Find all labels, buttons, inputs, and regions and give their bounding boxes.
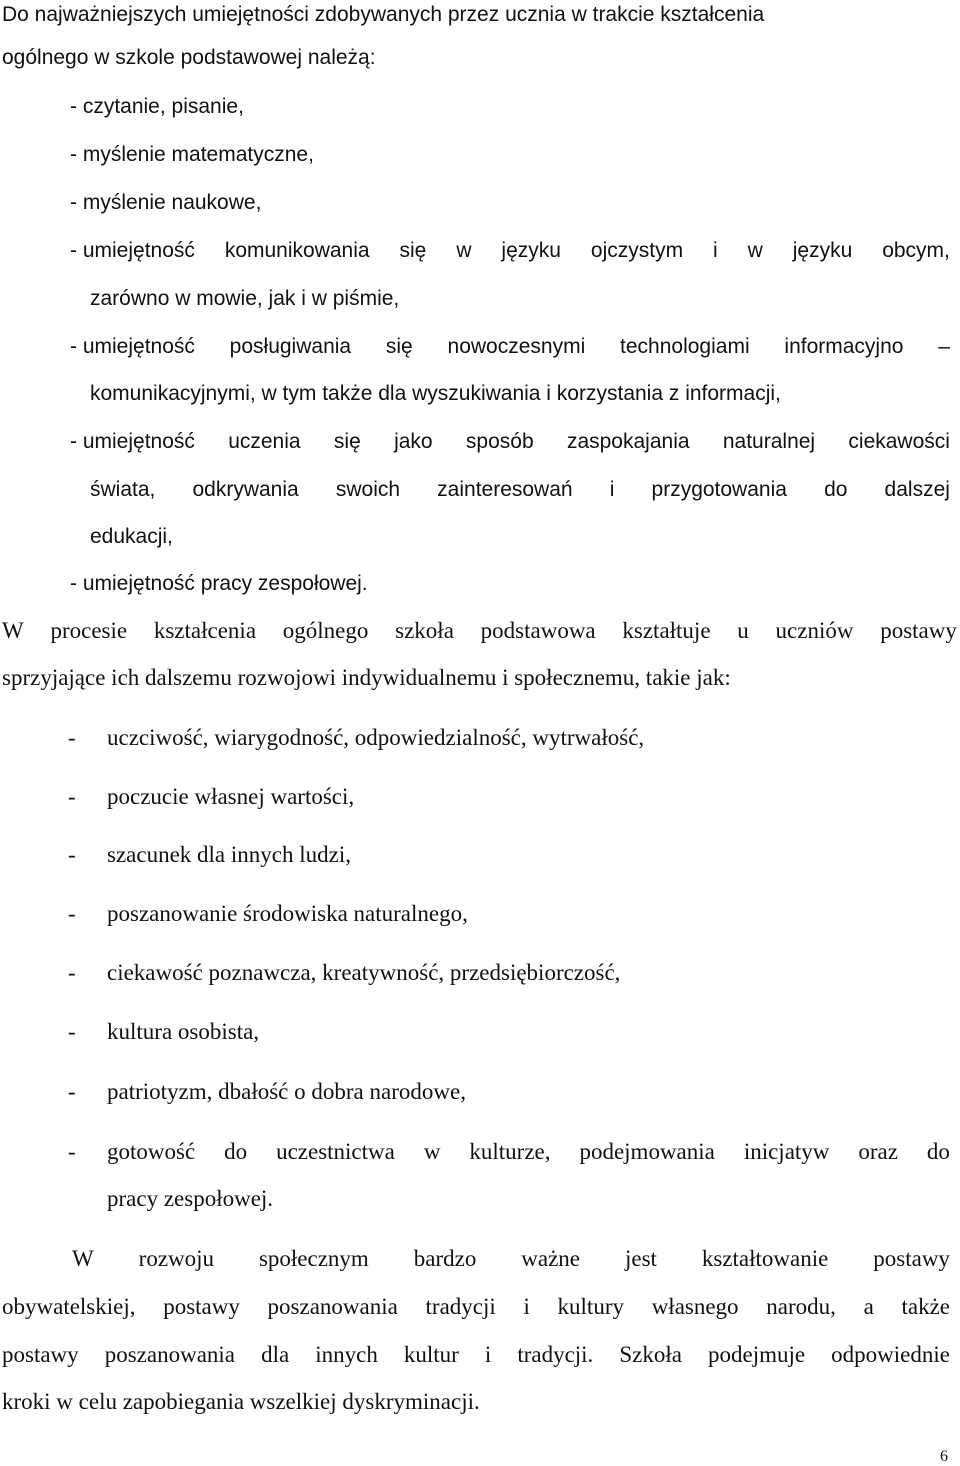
word: i xyxy=(523,1294,530,1319)
skill-item: - myślenie naukowe, xyxy=(70,191,262,214)
word: kulturze, xyxy=(469,1139,551,1164)
skill-item-line xyxy=(70,431,950,452)
word: się xyxy=(399,239,427,262)
word: ważne xyxy=(521,1246,581,1271)
word: postawy xyxy=(2,1342,79,1367)
word: bardzo xyxy=(413,1246,477,1271)
social-paragraph-line xyxy=(72,1247,950,1270)
word: sposób xyxy=(465,430,534,453)
word: jest xyxy=(624,1246,657,1271)
attitude-item: szacunek dla innych ludzi, xyxy=(107,842,351,867)
word: podejmuje xyxy=(708,1342,806,1367)
word: oraz xyxy=(858,1139,898,1164)
word: ojczystym xyxy=(590,239,684,262)
word: - umiejętność xyxy=(70,430,195,453)
word: odkrywania xyxy=(192,478,299,501)
word: nowoczesnymi xyxy=(447,335,586,358)
word: uczenia xyxy=(228,430,301,453)
word: przygotowania xyxy=(651,478,787,501)
word: naturalnej xyxy=(722,430,816,453)
word: W xyxy=(72,1246,94,1271)
attitude-item: kultura osobista, xyxy=(107,1019,260,1044)
word: obcym, xyxy=(882,239,950,262)
skill-item-line xyxy=(90,479,950,500)
word: podejmowania xyxy=(579,1139,715,1164)
word: do xyxy=(926,1139,950,1164)
word: społecznym xyxy=(258,1246,369,1271)
list-dash: - xyxy=(68,842,76,867)
attitude-item: poczucie własnej wartości, xyxy=(107,784,355,809)
skill-item-continuation: komunikacyjnymi, w tym także dla wyszukiwania i korzystania z informacji, xyxy=(90,382,781,405)
word: zaspokajania xyxy=(566,430,690,453)
word: podstawowa xyxy=(480,618,596,643)
word: kultury xyxy=(557,1294,624,1319)
word: języku xyxy=(792,239,853,262)
intro-line-1: Do najważniejszych umiejętności zdobywanych przez ucznia w trakcie kształcenia xyxy=(2,3,765,26)
word: tradycji. xyxy=(517,1342,594,1367)
word: kształtuje xyxy=(622,618,711,643)
attitudes-paragraph-line xyxy=(2,619,957,642)
word: rozwoju xyxy=(138,1246,215,1271)
attitude-item: poszanowanie środowiska naturalnego, xyxy=(107,901,468,926)
word: dla xyxy=(261,1342,290,1367)
attitude-item xyxy=(107,1140,950,1163)
word: języku xyxy=(501,239,561,262)
word: procesie xyxy=(50,618,128,643)
list-dash: - xyxy=(68,960,76,985)
word: poszanowania xyxy=(104,1342,236,1367)
word: u xyxy=(737,618,749,643)
word: informacyjno xyxy=(784,335,904,358)
list-dash: - xyxy=(68,901,76,926)
attitude-item: patriotyzm, dbałość o dobra narodowe, xyxy=(107,1079,466,1104)
list-dash: - xyxy=(68,1019,76,1044)
word: postawy xyxy=(873,1246,950,1271)
word: zainteresowań xyxy=(437,478,573,501)
list-dash: - xyxy=(68,1139,76,1164)
word: w xyxy=(423,1139,441,1164)
page-number: 6 xyxy=(940,1448,948,1465)
word: swoich xyxy=(335,478,401,501)
attitude-item: uczciwość, wiarygodność, odpowiedzialność, wytrwałość, xyxy=(107,725,645,750)
word: uczestnictwa xyxy=(276,1139,395,1164)
word: W xyxy=(2,618,24,643)
word: w xyxy=(747,239,763,262)
word: – xyxy=(938,335,950,358)
word: postawy xyxy=(163,1294,240,1319)
social-paragraph-line xyxy=(2,1295,950,1318)
word: kształcenia xyxy=(153,618,257,643)
word: uczniów xyxy=(775,618,854,643)
word: poszanowania xyxy=(267,1294,398,1319)
word: także xyxy=(901,1294,950,1319)
word: - umiejętność xyxy=(70,335,195,358)
word: posługiwania xyxy=(229,335,352,358)
word: gotowość xyxy=(107,1139,196,1164)
word: jako xyxy=(394,430,433,453)
word: ciekawości xyxy=(848,430,950,453)
word: narodu, xyxy=(766,1294,836,1319)
word: w xyxy=(456,239,472,262)
skill-item: - myślenie matematyczne, xyxy=(70,143,314,166)
word: do xyxy=(224,1139,248,1164)
intro-line-2: ogólnego w szkole podstawowej należą: xyxy=(2,46,376,69)
word: kultur xyxy=(403,1342,459,1367)
skill-item-continuation: edukacji, xyxy=(90,525,173,548)
word: się xyxy=(333,430,361,453)
list-dash: - xyxy=(68,725,76,750)
word: postawy xyxy=(880,618,957,643)
word: obywatelskiej, xyxy=(2,1294,136,1319)
word: i xyxy=(609,478,615,501)
word: dalszej xyxy=(884,478,950,501)
word: a xyxy=(863,1294,874,1319)
social-paragraph-line xyxy=(2,1343,950,1366)
word: innych xyxy=(315,1342,378,1367)
word: szkoła xyxy=(395,618,454,643)
word: ogólnego xyxy=(282,618,369,643)
word: i xyxy=(484,1342,492,1367)
skill-item: - czytanie, pisanie, xyxy=(70,95,244,118)
word: komunikowania xyxy=(224,239,370,262)
list-dash: - xyxy=(68,784,76,809)
social-paragraph-line: kroki w celu zapobiegania wszelkiej dyskryminacji. xyxy=(2,1389,480,1414)
skill-item-line xyxy=(70,336,950,357)
word: tradycji xyxy=(425,1294,496,1319)
word: odpowiednie xyxy=(831,1342,950,1367)
word: technologiami xyxy=(620,335,750,358)
word: do xyxy=(824,478,848,501)
attitudes-paragraph-line: sprzyjające ich dalszemu rozwojowi indywidualnemu i społecznemu, takie jak: xyxy=(2,665,731,690)
word: kształtowanie xyxy=(701,1246,829,1271)
skill-item-continuation: zarówno w mowie, jak i w piśmie, xyxy=(90,287,400,310)
skill-item-line xyxy=(70,240,950,261)
word: własnego xyxy=(651,1294,739,1319)
word: i xyxy=(713,239,718,262)
word: świata, xyxy=(90,478,156,501)
word: Szkoła xyxy=(619,1342,682,1367)
attitude-item-continuation: pracy zespołowej. xyxy=(107,1186,274,1211)
skill-item: - umiejętność pracy zespołowej. xyxy=(70,572,368,595)
list-dash: - xyxy=(68,1079,76,1104)
attitude-item: ciekawość poznawcza, kreatywność, przedsiębiorczość, xyxy=(107,960,621,985)
word: inicjatyw xyxy=(743,1139,830,1164)
word: - umiejętność xyxy=(70,239,195,262)
word: się xyxy=(385,335,413,358)
